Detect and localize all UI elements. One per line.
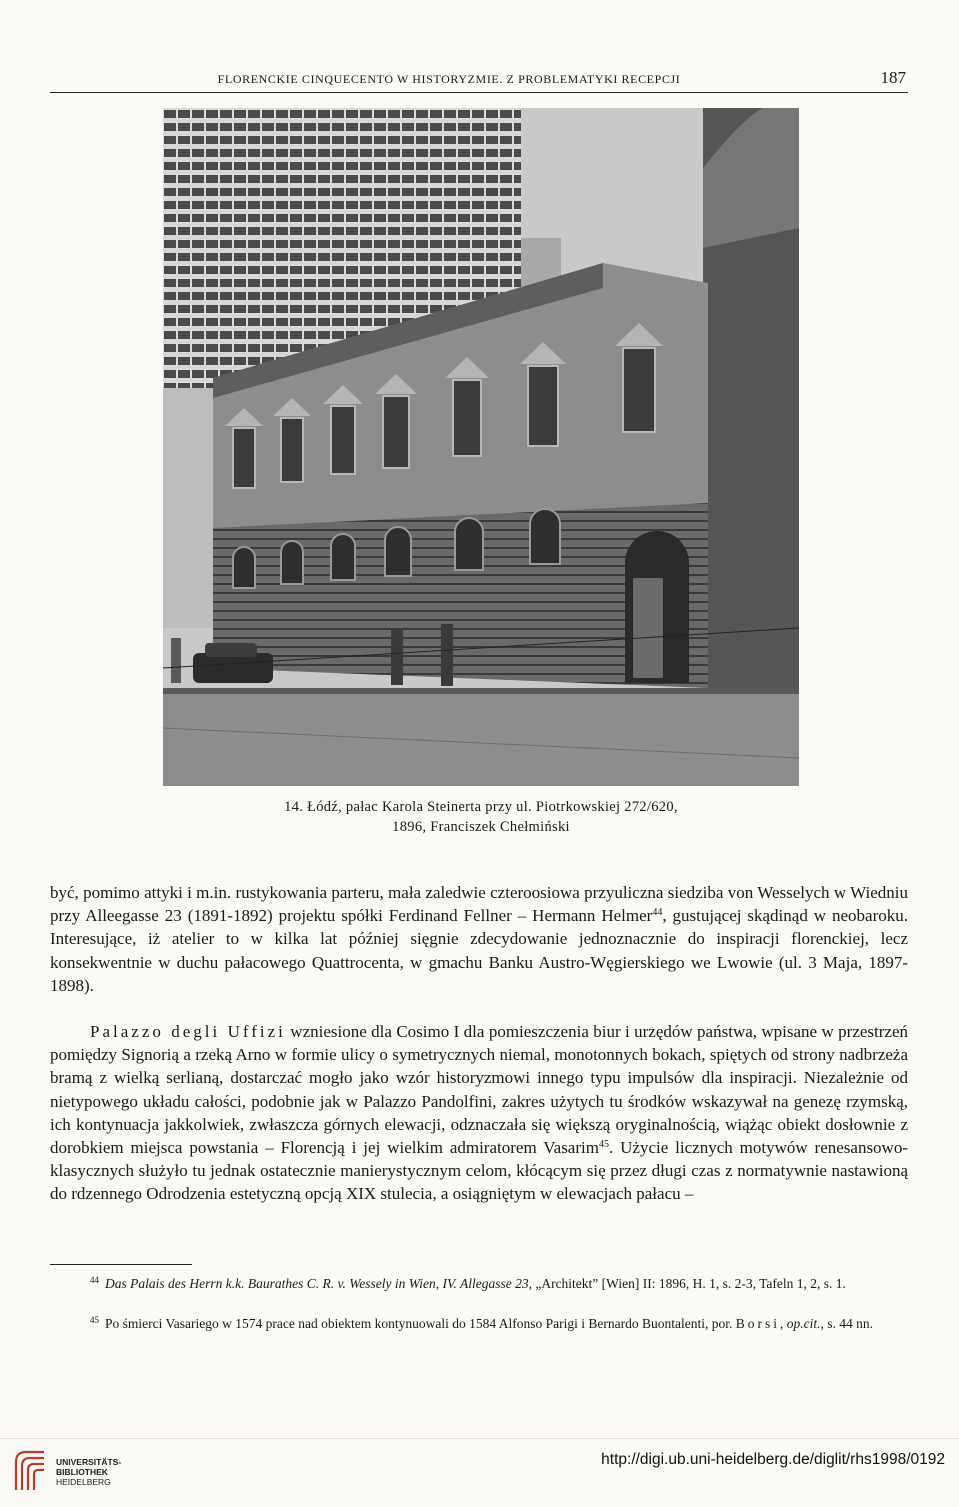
paragraph-2 bbox=[50, 1020, 908, 1206]
footnote-45-number: 45 bbox=[90, 1315, 99, 1325]
palazzo-uffizi-term: Palazzo degli Uffizi bbox=[90, 1022, 286, 1041]
logo-line-2: BIBLIOTHEK bbox=[56, 1467, 108, 1477]
footnote-ref-44[interactable]: 44 bbox=[652, 907, 663, 919]
library-logo-text bbox=[56, 1457, 121, 1487]
logo-line-3: HEIDELBERG bbox=[56, 1477, 111, 1487]
footnote-45-comma: , bbox=[780, 1316, 787, 1331]
page-footer bbox=[0, 1438, 959, 1507]
paragraph-2-rest: . Użycie licznych motywów renesansowo-klasycznych służyło tu jednak ostatecznie manierystycznym celom, kłócącym się przez długi czas z normatywnie nastawioną do rdzennego Odrodzenia estetyczną opcją XIX stulecia, a osiągniętym w elewacjach pałacu – bbox=[50, 1138, 908, 1204]
paragraph-1-text: być, pomimo attyki i m.in. rustykowania parteru, mała zaledwie czteroosiowa przyuliczna siedziba von Wesselych w Wiedniu przy Alleegasse 23 (1891-1892) projektu spółki Ferdinand Fellner – Hermann Helmer bbox=[50, 883, 908, 926]
paragraph-2-text: wzniesione dla Cosimo I dla pomieszczenia biur i urzędów państwa, wpisane w przestrzeń pomiędzy Signorią a rzeką Arno w formie ulicy o symetrycznych niemal, monotonnych bokach, spiętych od strony nadbrzeża bramą z wielką serlianą, dostarczać mogło jako wzór historyzmowi innego typu impulsów dla inspiracji. Niezależnie od nietypowego układu całości, podobnie jak w Palazzo Pandolfini, zakres użytych tu środków wskazywał na genezę rzymską, ich kontynuacja jakkolwiek, zwłaszcza górnych elewacji, odznaczała się większą oryginalnością, wiążąc obiekt dosłownie z dorobkiem miejsca powstania – Florencją i jej wielkim admiratorem Vasarim bbox=[50, 1022, 908, 1158]
footnote-45 bbox=[50, 1311, 908, 1334]
footnote-44-number: 44 bbox=[90, 1275, 99, 1285]
caption-line-1: 14. Łódź, pałac Karola Steinerta przy ul. Piotrkowskiej 272/620, bbox=[284, 799, 678, 815]
footnote-45-end: , s. 44 nn. bbox=[820, 1316, 874, 1331]
library-logo-icon bbox=[10, 1448, 50, 1492]
paragraph-1 bbox=[50, 881, 908, 997]
figure-caption bbox=[163, 797, 799, 837]
footnote-45-opcit: op.cit. bbox=[786, 1316, 821, 1331]
caption-line-2: 1896, Franciszek Chełmiński bbox=[392, 819, 570, 835]
running-title: FLORENCKIE CINQUECENTO W HISTORYZMIE. Z PROBLEMATYKI RECEPCJI bbox=[217, 72, 681, 86]
running-header bbox=[50, 66, 908, 93]
footer-divider bbox=[0, 1438, 959, 1439]
logo-line-1: UNIVERSITÄTS- bbox=[56, 1457, 122, 1467]
footnote-44-rest: „Architekt” [Wien] II: 1896, H. 1, s. 2-3, Tafeln 1, 2, s. 1. bbox=[531, 1276, 846, 1291]
footnote-44-title: Das Palais des Herrn k.k. Baurathes C. R. v. Wessely in Wien, IV. Allegasse 23, bbox=[105, 1276, 532, 1291]
footnote-45-author: Borsi bbox=[735, 1316, 781, 1331]
page-number: 187 bbox=[880, 68, 906, 87]
source-url-link[interactable]: http://digi.ub.uni-heidelberg.de/diglit/rhs1998/0192 bbox=[601, 1451, 945, 1468]
footnote-45-text: Po śmierci Vasariego w 1574 prace nad obiektem kontynuowali do 1584 Alfonso Parigi i Bernardo Buontalenti, por. bbox=[105, 1316, 736, 1331]
paragraph-1-rest: , gustującej skądinąd w neobaroku. Interesujące, iż atelier to w kilka lat później sięgnie zdecydowanie jednoznacznie do inspiracji florenckiej, lecz konsekwentnie w duchu pałacowego Quattrocenta, w gmachu Banku Austro-Węgierskiego we Lwowie (ul. 3 Maja, 1897-1898). bbox=[50, 906, 908, 995]
palace-photo-illustration bbox=[163, 108, 799, 786]
footnote-ref-45[interactable]: 45 bbox=[598, 1139, 609, 1151]
footnote-divider bbox=[50, 1264, 192, 1265]
building-photograph bbox=[163, 108, 799, 786]
footnote-44 bbox=[50, 1271, 908, 1294]
